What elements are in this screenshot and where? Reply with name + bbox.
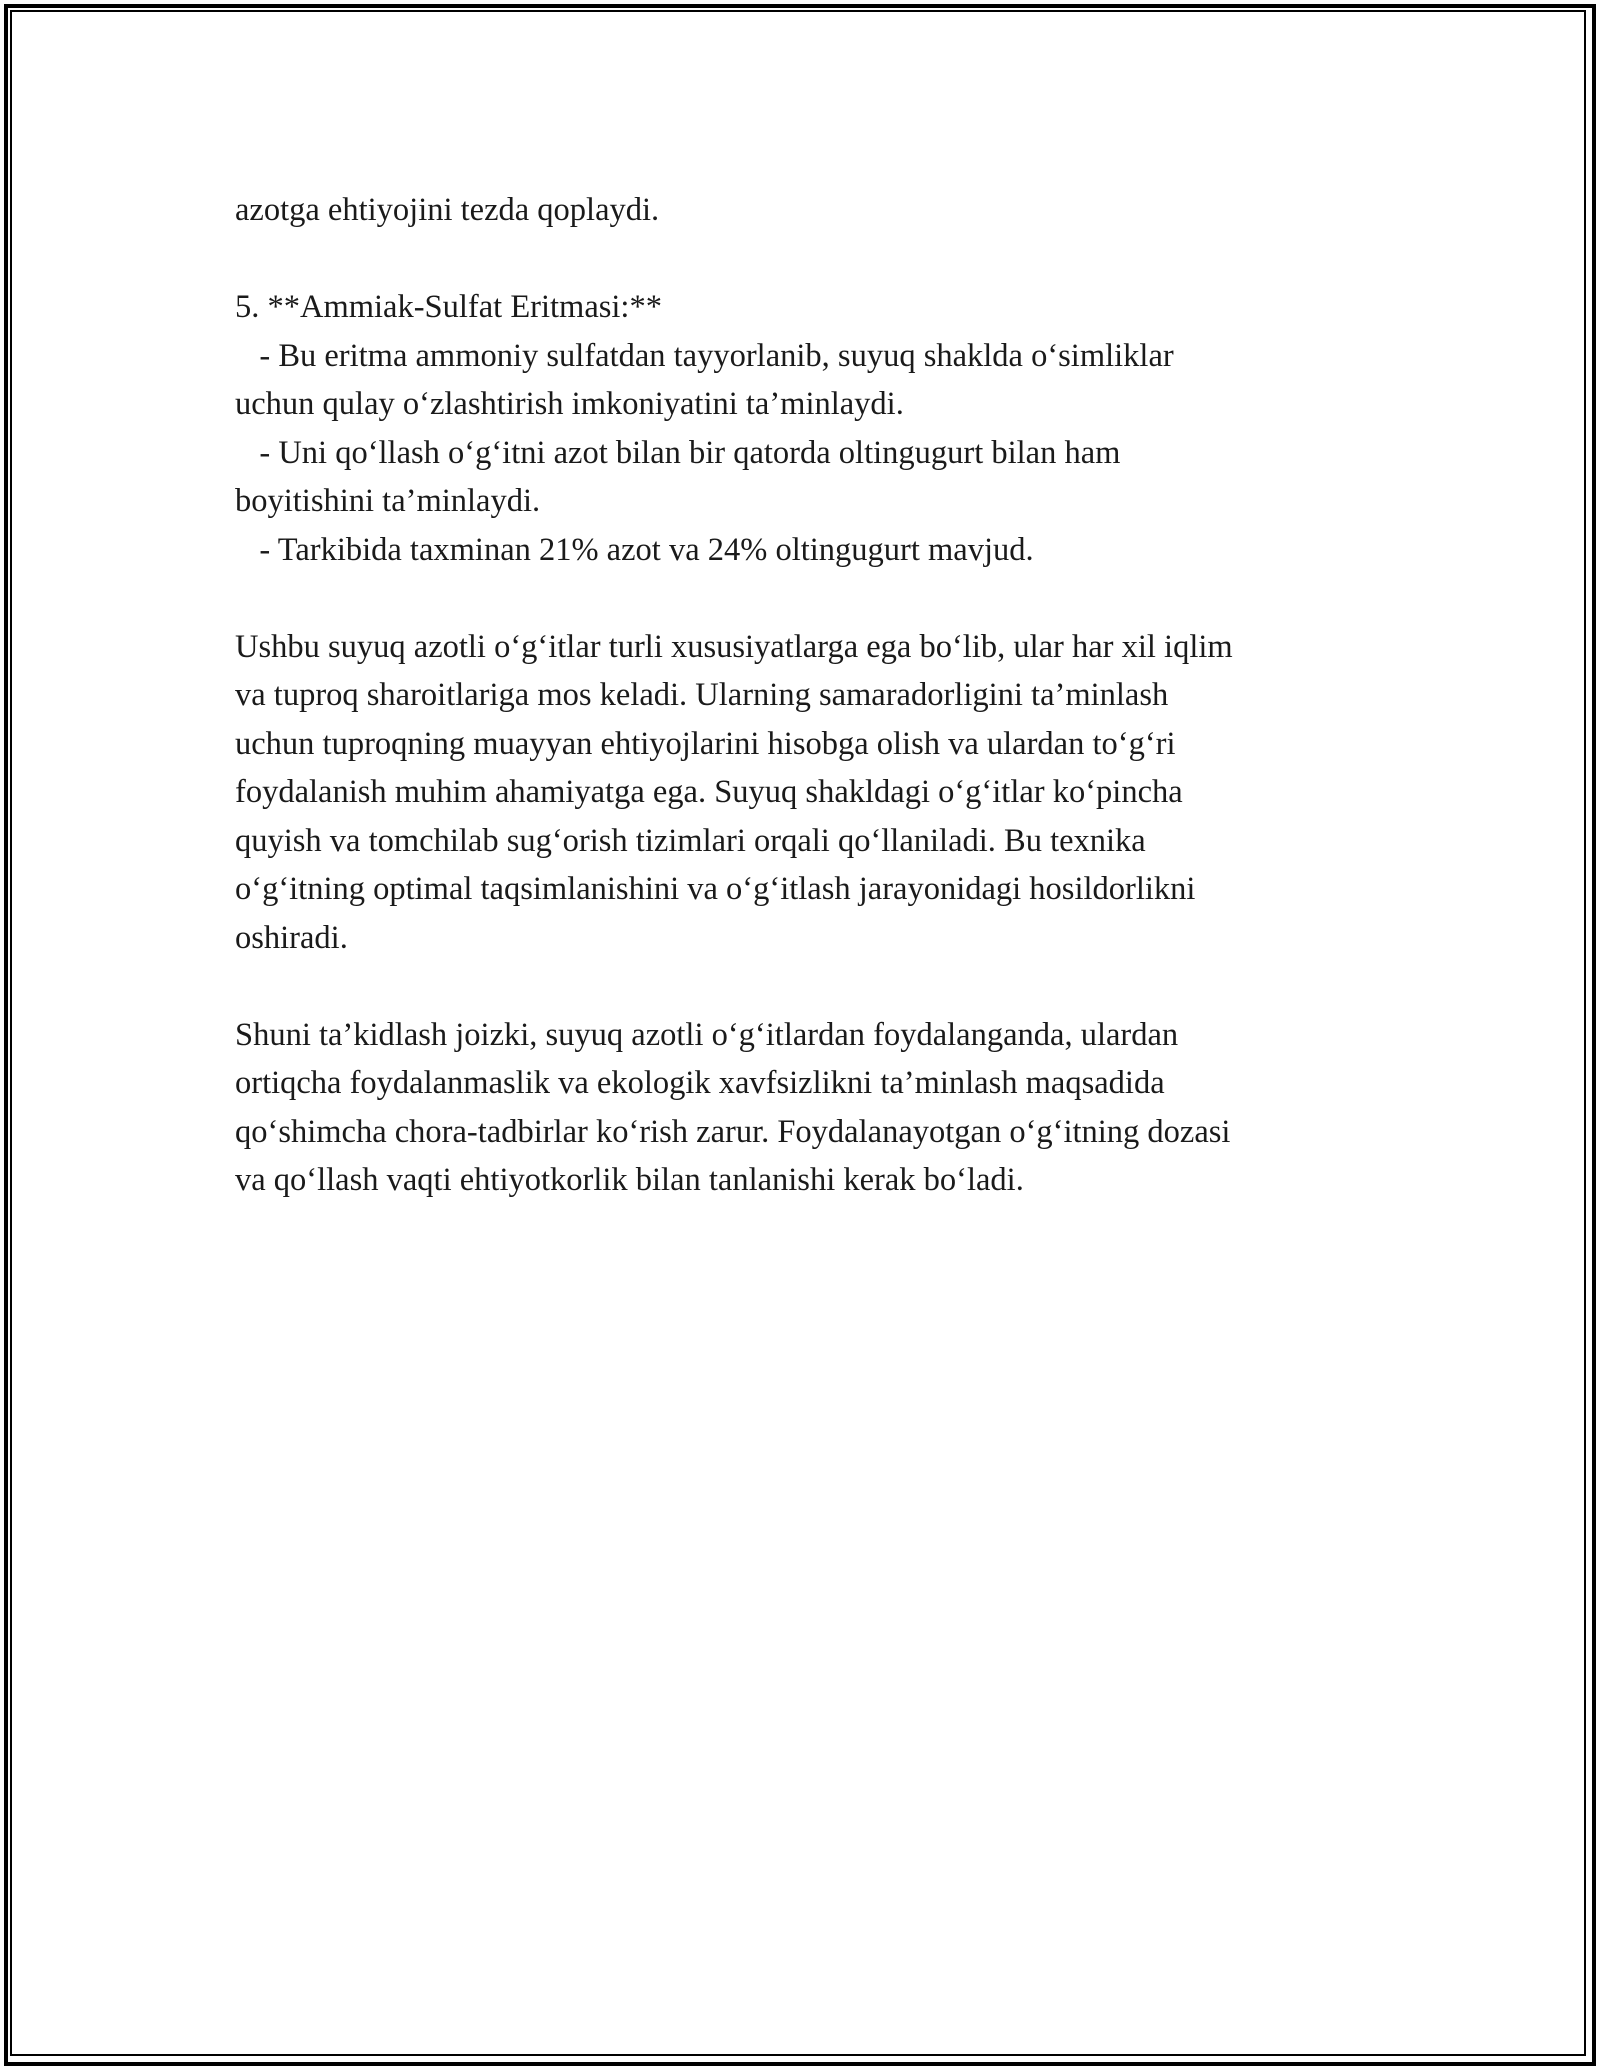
text-line: - Uni qo‘llash o‘g‘itni azot bilan bir qatorda oltingugurt bilan ham — [235, 434, 1121, 471]
paragraph-gap — [235, 235, 1395, 284]
text-line: uchun qulay o‘zlashtirish imkoniyatini ta’minlaydi. — [235, 386, 904, 422]
paragraph-gap — [235, 962, 1395, 1011]
text-line: foydalanish muhim ahamiyatga ega. Suyuq shakldagi o‘g‘itlar ko‘pincha — [235, 774, 1183, 810]
text-line: va tuproq sharoitlariga mos keladi. Ularning samaradorligini ta’minlash — [235, 677, 1169, 713]
text-line: oshiradi. — [235, 919, 348, 956]
text-line: Shuni ta’kidlash joizki, suyuq azotli o‘g‘itlardan foydalanganda, ulardan — [235, 1016, 1179, 1053]
list-item-ammiak-sulfat — [235, 283, 1395, 574]
text-line: azotga ehtiyojini tezda qoplaydi. — [235, 192, 660, 228]
list-item-heading: 5. **Ammiak-Sulfat Eritmasi:** — [235, 289, 662, 325]
text-line: - Bu eritma ammoniy sulfatdan tayyorlanib, suyuq shaklda o‘simliklar — [235, 337, 1174, 374]
text-line: va qo‘llash vaqti ehtiyotkorlik bilan tanlanishi kerak bo‘ladi. — [235, 1162, 1024, 1198]
document-body — [235, 186, 1395, 1205]
paragraph-conclusion — [235, 1011, 1395, 1205]
text-line: - Tarkibida taxminan 21% azot va 24% oltingugurt mavjud. — [235, 531, 1034, 568]
paragraph-gap — [235, 574, 1395, 623]
text-line: quyish va tomchilab sug‘orish tizimlari orqali qo‘llaniladi. Bu texnika — [235, 822, 1146, 859]
text-line: qo‘shimcha chora-tadbirlar ko‘rish zarur. Foydalanayotgan o‘g‘itning dozasi — [235, 1113, 1231, 1150]
text-line: ortiqcha foydalanmaslik va ekologik xavfsizlikni ta’minlash maqsadida — [235, 1065, 1165, 1101]
text-line: Ushbu suyuq azotli o‘g‘itlar turli xususiyatlarga ega bo‘lib, ular har xil iqlim — [235, 628, 1233, 665]
paragraph-summary — [235, 623, 1395, 963]
text-line: boyitishini ta’minlaydi. — [235, 483, 541, 519]
text-line: o‘g‘itning optimal taqsimlanishini va o‘g‘itlash jarayonidagi hosildorlikni — [235, 871, 1196, 907]
text-line: uchun tuproqning muayyan ehtiyojlarini hisobga olish va ulardan to‘g‘ri — [235, 725, 1176, 762]
paragraph-continuation — [235, 186, 1395, 235]
